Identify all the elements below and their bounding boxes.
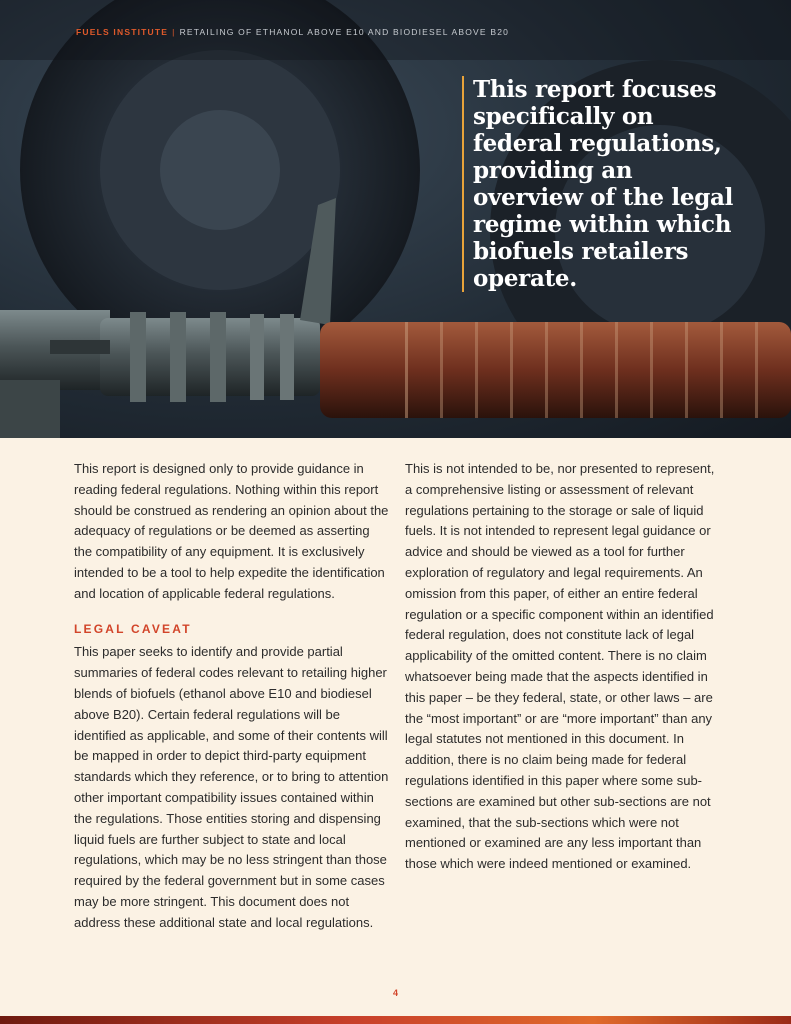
pullquote: This report focuses specifically on federal regulations, providing an overview of the legal regime within which biofuels retailers operate.: [462, 76, 743, 292]
header-separator: |: [172, 27, 176, 37]
page-number: 4: [392, 988, 398, 998]
intro-paragraph: This report is designed only to provide guidance in reading federal regulations. Nothing within this report should be construed as rendering an opinion about the adequacy of regulations or be deemed as asserting the compatibility of any equipment. It is exclusively intended to be a tool to help expedite the identification and location of applicable federal regulations.: [74, 461, 389, 601]
left-column: [74, 459, 390, 934]
hero-image: [0, 0, 791, 438]
header-brand: FUELS INSTITUTE: [76, 27, 169, 37]
running-header: [76, 27, 509, 37]
disclaimer-paragraph: This is not intended to be, nor presented to represent, a comprehensive listing or assessment of relevant regulations pertaining to the storage or sale of liquid fuels. It is not intended to represent legal guidance or advice and should be viewed as a tool for further exploration of regulatory and legal requirements. An omission from this paper, of either an entire federal regulation or a specific component within an identified federal regulation, does not constitute lack of legal applicability of the omitted content. There is no claim whatsoever being made that the aspects identified in this paper – be they federal, state, or other laws – are the “most important” or are “more important” than any legal statutes not mentioned in this document. In addition, there is no claim being made for federal regulations identified in this paper where some sub-sections are examined but other sub-sections are not examined, that the sub-sections which were not mentioned or examined are any less important than those which were indeed mentioned or examined.: [405, 461, 715, 872]
right-column: [405, 459, 721, 875]
footer-bar: [0, 1016, 791, 1024]
legal-caveat-paragraph: This paper seeks to identify and provide partial summaries of federal codes relevant to retailing higher blends of biofuels (ethanol above E10 and biodiesel above B20). Certain federal regulations will be identified as applicable, and some of their contents will be mapped in order to depict third-party equipment standards which they reference, or to bring to attention other important compatibility issues contained within the regulations. Those entities storing and dispensing liquid fuels are further subject to state and local regulations, which may be no less stringent than those required by the federal government but in some cases may be more stringent. This document does not address these additional state and local regulations.: [74, 644, 389, 930]
header-title: RETAILING OF ETHANOL ABOVE E10 AND BIODIESEL ABOVE B20: [179, 27, 510, 37]
legal-caveat-heading: LEGAL CAVEAT: [74, 621, 192, 636]
